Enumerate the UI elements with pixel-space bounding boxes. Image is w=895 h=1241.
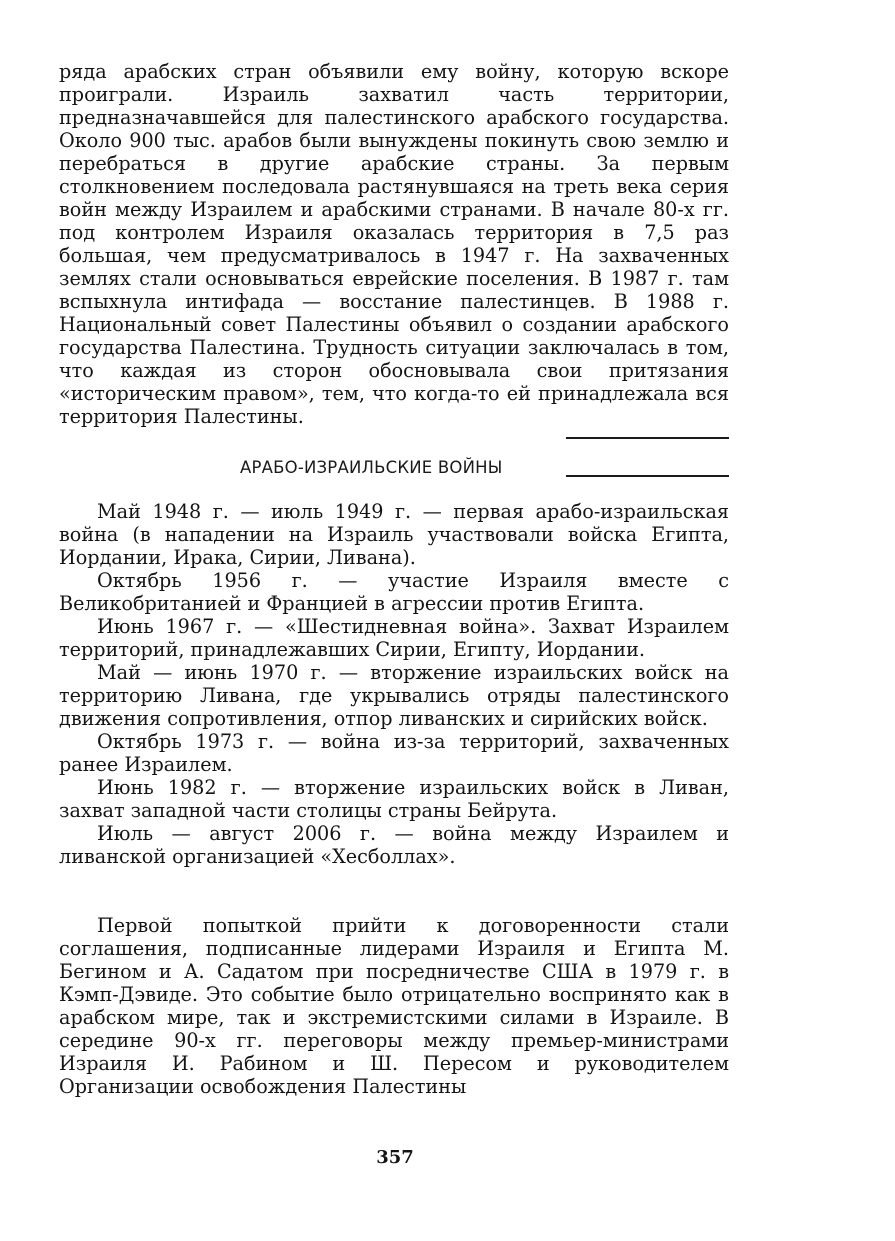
- chronology-entry: Июнь 1982 г. — вторжение израильских войск в Ливан, захват западной части столицы страны Бейрута.: [59, 776, 729, 822]
- chronology-entry: Июль — август 2006 г. — война между Израилем и ливанской организацией «Хесболлах».: [59, 822, 729, 868]
- section-title: АРАБО-ИЗРАИЛЬСКИЕ ВОЙНЫ: [240, 458, 503, 477]
- section-spacer: [59, 868, 729, 914]
- closing-paragraph: Первой попыткой прийти к договоренности стали соглашения, подписанные лидерами Израиля и Египта М. Бегином и А. Садатом при посредничестве США в 1979 г. в Кэмп-Дэвиде. Это событие было отрицательно воспринято как в арабском мире, так и экстремистскими силами в Израиле. В середине 90-х гг. переговоры между премьер-министрами Израиля И. Рабином и Ш. Пересом и руководителем Организации освобождения Палестины: [59, 914, 729, 1098]
- book-page: [59, 60, 729, 1098]
- chronology-entry: Июнь 1967 г. — «Шестидневная война». Захват Израилем территорий, принадлежавших Сирии, Египту, Иордании.: [59, 615, 729, 661]
- section-rule-bottom: [566, 475, 729, 477]
- intro-paragraph: ряда арабских стран объявили ему войну, которую вскоре проиграли. Израиль захватил часть территории, предназначавшейся для палестинского арабского государства. Около 900 тыс. арабов были вынуждены покинуть свою землю и перебраться в другие арабские страны. За первым столкновением последовала растянувшаяся на треть века серия войн между Израилем и арабскими странами. В начале 80-х гг. под контролем Израиля оказалась территория в 7,5 раз большая, чем предусматривалось в 1947 г. На захваченных землях стали основываться еврейские поселения. В 1987 г. там вспыхнула интифада — восстание палестинцев. В 1988 г. Национальный совет Палестины объявил о создании арабского государства Палестина. Трудность ситуации заключалась в том, что каждая из сторон обосновывала свои притязания «историческим правом», тем, что когда-то ей принадлежала вся территория Палестины.: [59, 60, 729, 428]
- chronology-entry: Октябрь 1973 г. — война из-за территорий, захваченных ранее Израилем.: [59, 730, 729, 776]
- chronology-entry: Октябрь 1956 г. — участие Израиля вместе с Великобританией и Францией в агрессии против Египта.: [59, 569, 729, 615]
- page-number: 357: [376, 1147, 414, 1168]
- section-rule-top: [566, 437, 729, 439]
- chronology-entry: Май 1948 г. — июль 1949 г. — первая арабо-израильская война (в нападении на Израиль участвовали войска Египта, Иордании, Ирака, Сирии, Ливана).: [59, 500, 729, 569]
- chronology-entry: Май — июнь 1970 г. — вторжение израильских войск на территорию Ливана, где укрывались отряды палестинского движения сопротивления, отпор ливанских и сирийских войск.: [59, 661, 729, 730]
- section-header: [59, 435, 729, 499]
- war-chronology-list: [59, 500, 729, 868]
